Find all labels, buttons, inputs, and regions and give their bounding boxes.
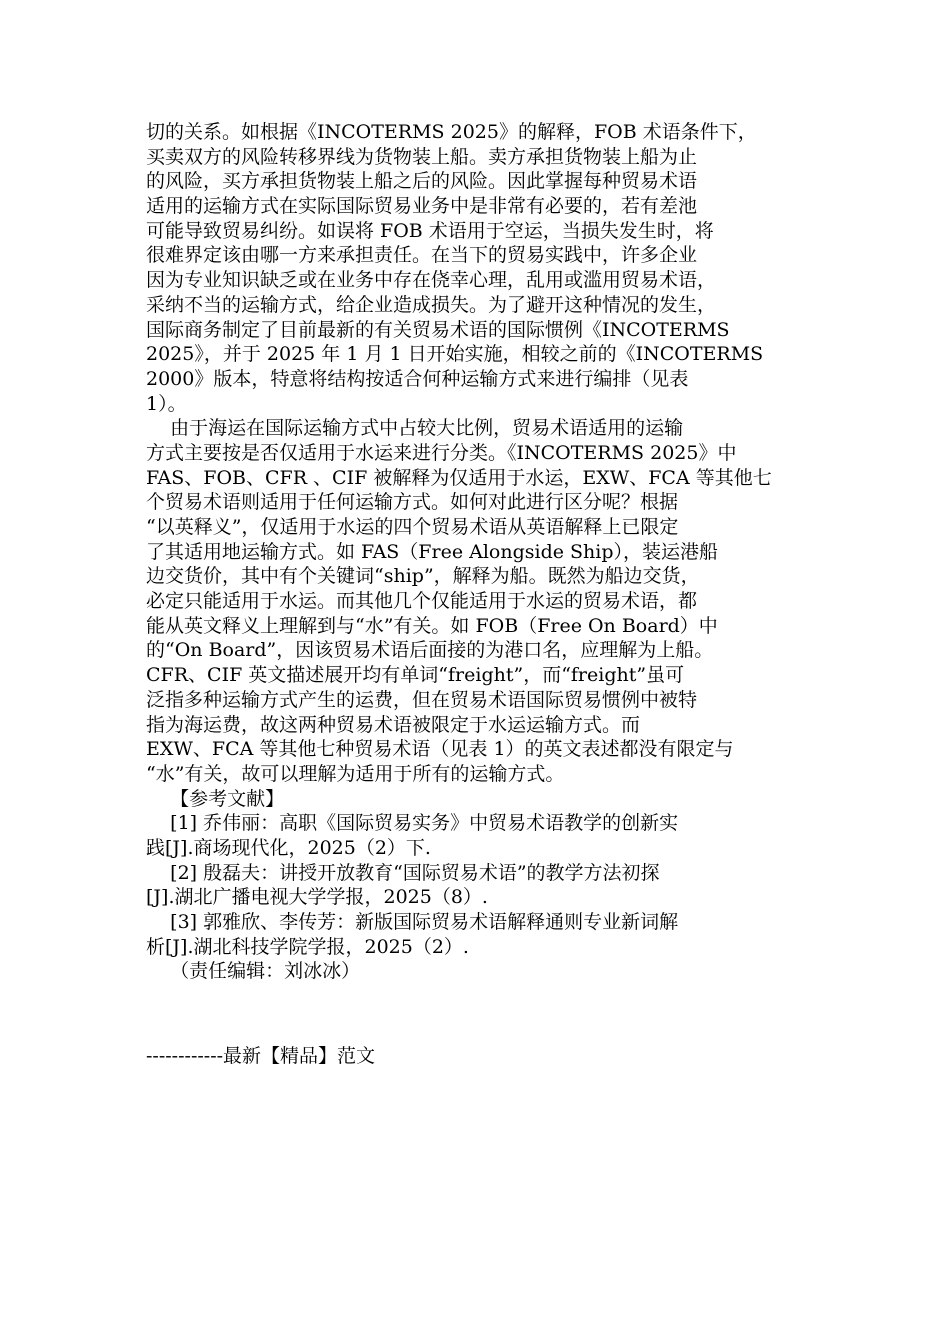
text-line: 采纳不当的运输方式，给企业造成损失。为了避开这种情况的发生， xyxy=(146,293,717,316)
text-line: “以英释义”，仅适用于水运的四个贸易术语从英语解释上已限定 xyxy=(146,516,679,538)
text-line: CFR、CIF 英文描述展开均有单词“freight”，而“freight”虽可 xyxy=(146,664,685,687)
text-line: 2000》版本，特意将结构按适合何种运输方式来进行编排（见表 xyxy=(146,367,689,390)
text-line: 2025》，并于 2025 年 1 月 1 日开始实施，相较之前的《INCOTERMS xyxy=(146,343,764,366)
text-line: 个贸易术语则适用于任何运输方式。如何对此进行区分呢？根据 xyxy=(146,491,679,514)
text-line: 指为海运费，故这两种贸易术语被限定于水运运输方式。而 xyxy=(146,713,641,736)
reference-item: 践[J].商场现代化，2025（2）下. xyxy=(146,836,431,859)
text-line: 因为专业知识缺乏或在业务中存在侥幸心理，乱用或滥用贸易术语， xyxy=(146,269,717,292)
reference-item: [J].湖北广播电视大学学报，2025（8）. xyxy=(146,886,488,909)
text-line: 买卖双方的风险转移界线为货物装上船。卖方承担货物装上船为止 xyxy=(146,145,698,168)
editor-credit: （责任编辑：刘冰冰） xyxy=(146,960,361,983)
text-line: 方式主要按是否仅适用于水运来进行分类。《INCOTERMS 2025》中 xyxy=(146,441,737,464)
footer-note: ------------最新【精品】范文 xyxy=(146,1045,376,1067)
text-line: 切的关系。如根据《INCOTERMS 2025》的解释，FOB 术语条件下， xyxy=(146,121,757,143)
text-line: 泛指多种运输方式产生的运费，但在贸易术语国际贸易惯例中被特 xyxy=(146,688,698,711)
text-line: 国际商务制定了目前最新的有关贸易术语的国际惯例《INCOTERMS xyxy=(146,318,730,341)
text-line: FAS、FOB、CFR 、CIF 被解释为仅适用于水运，EXW、FCA 等其他七 xyxy=(146,466,772,489)
text-line: 可能导致贸易纠纷。如误将 FOB 术语用于空运，当损失发生时，将 xyxy=(146,219,714,242)
text-line: 的风险，买方承担货物装上船之后的风险。因此掌握每种贸易术语 xyxy=(146,170,698,193)
reference-item: [3] 郭雅欣、李传芳：新版国际贸易术语解释通则专业新词解 xyxy=(146,911,679,933)
text-line: EXW、FCA 等其他七种贸易术语（见表 1）的英文表述都没有限定与 xyxy=(146,738,734,761)
text-line: 必定只能适用于水运。而其他几个仅能适用于水运的贸易术语，都 xyxy=(146,590,698,613)
text-line: 由于海运在国际运输方式中占较大比例，贸易术语适用的运输 xyxy=(146,417,684,440)
text-line: 适用的运输方式在实际国际贸易业务中是非常有必要的，若有差池 xyxy=(146,195,698,218)
document-body xyxy=(146,120,814,984)
text-line: 1）。 xyxy=(146,392,187,415)
text-line: 很难界定该由哪一方来承担责任。在当下的贸易实践中，许多企业 xyxy=(146,244,698,267)
reference-item: 析[J].湖北科技学院学报，2025（2）. xyxy=(146,935,469,958)
text-line: “水”有关，故可以理解为适用于所有的运输方式。 xyxy=(146,762,565,785)
text-line: 边交货价，其中有个关键词“ship”，解释为船。既然为船边交货， xyxy=(146,565,700,588)
reference-item: [1] 乔伟丽：高职《国际贸易实务》中贸易术语教学的创新实 xyxy=(146,812,679,835)
references-heading: 【参考文献】 xyxy=(146,787,285,810)
reference-item: [2] 殷磊夫：讲授开放教育“国际贸易术语”的教学方法初探 xyxy=(146,861,660,884)
text-line: 能从英文释义上理解到与“水”有关。如 FOB（Free On Board）中 xyxy=(146,614,718,637)
text-line: 的“On Board”，因该贸易术语后面接的为港口名，应理解为上船。 xyxy=(146,639,714,662)
text-line: 了其适用地运输方式。如 FAS（Free Alongside Ship），装运港船 xyxy=(146,540,719,563)
